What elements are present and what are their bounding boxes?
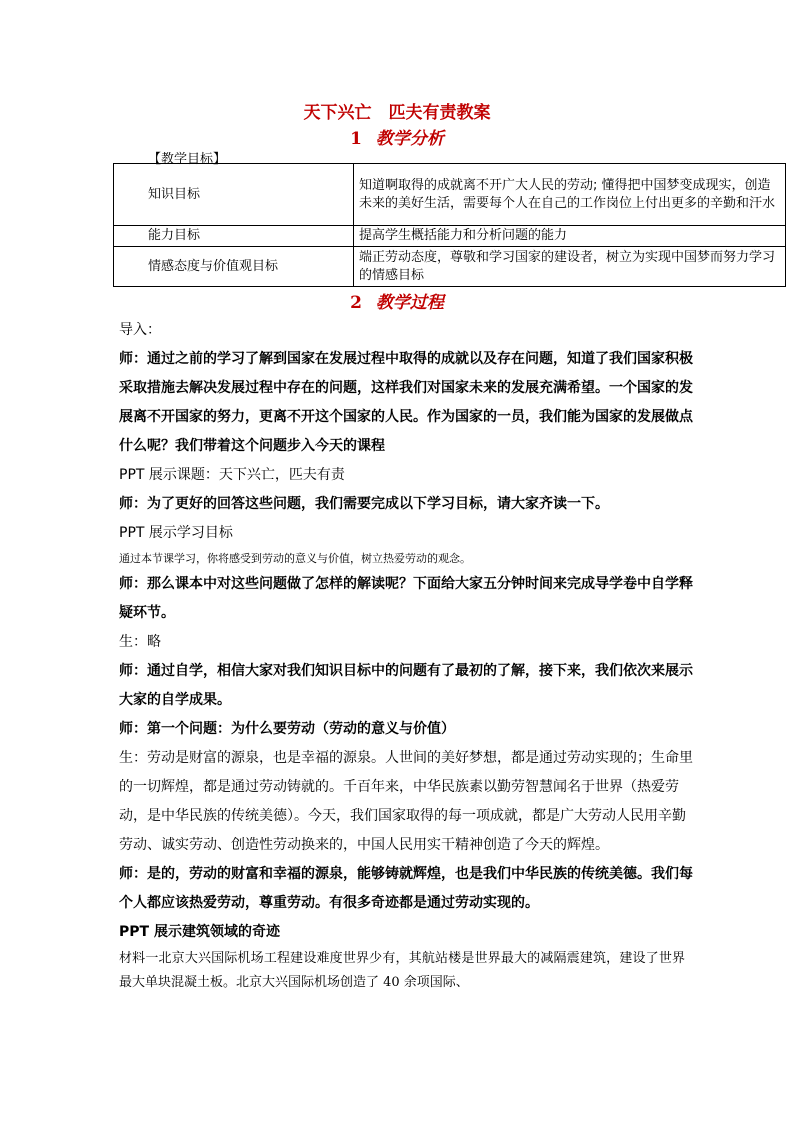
table-row [114,226,786,247]
section-number: 2 [350,293,362,313]
goals-label: 【教学目标】 [148,152,227,167]
paragraph-ppt: PPT 展示建筑领域的奇迹 [119,924,280,940]
section-label: 教学分析 [375,129,444,149]
paragraph-teacher: 师：通过之前的学习了解到国家在发展过程中取得的成就以及存在问题，知道了我们国家积极采取措施去解决发展过程中存在的问题，这样我们对国家未来的发展充满希望。一个国家的发展离不开国家的努力，更离不开这个国家的人民。作为国家的一员，我们能为国家的发展做点什么呢？我们带着这个问题步入今天的课程 [119,351,693,454]
section-heading-analysis [0,124,794,149]
paragraph-teacher: 师：通过自学，相信大家对我们知识目标中的问题有了最初的了解，接下来，我们依次来展示大家的自学成果。 [119,663,693,708]
goal-value: 端正劳动态度，尊敬和学习国家的建设者，树立为实现中国梦而努力学习的情感目标 [354,247,786,287]
table-row [114,247,786,287]
section-label: 教学过程 [375,293,444,313]
paragraph-student: 生：略 [119,634,161,650]
goal-key: 情感态度与价值观目标 [114,247,354,287]
paragraph-teacher: 师：为了更好的回答这些问题，我们需要完成以下学习目标，请大家齐读一下。 [119,496,609,512]
section-number: 1 [350,129,362,149]
paragraph-teacher: 师：是的，劳动的财富和幸福的源泉，能够铸就辉煌，也是我们中华民族的传统美德。我们每个人都应该热爱劳动，尊重劳动。有很多奇迹都是通过劳动实现的。 [119,866,693,911]
document-title: 天下兴亡 匹夫有责教案 [303,103,491,123]
goal-key: 知识目标 [114,164,354,226]
section-heading-process [0,288,794,313]
paragraph-student: 生：劳动是财富的源泉，也是幸福的源泉。人世间的美好梦想，都是通过劳动实现的；生命里的一切辉煌，都是通过劳动铸就的。千百年来，中华民族素以勤劳智慧闻名于世界（热爱劳动，是中华民族的传统美德）。今天，我们国家取得的每一项成就，都是广大劳动人民用辛勤劳动、诚实劳动、创造性劳动换来的，中国人民用实干精神创造了今天的辉煌。 [119,750,693,853]
paragraph-teacher: 师：第一个问题：为什么要劳动（劳动的意义与价值） [119,721,455,737]
goal-value: 知道啊取得的成就离不开广大人民的劳动; 懂得把中国梦变成现实，创造未来的美好生活，需要每个人在自己的工作岗位上付出更多的辛勤和汗水 [354,164,786,226]
goal-key: 能力目标 [114,226,354,247]
goals-table [113,163,786,287]
table-row [114,164,786,226]
paragraph-intro: 导入： [119,322,161,338]
lesson-body [119,316,699,995]
paragraph-objective: 通过本节课学习，你将感受到劳动的意义与价值，树立热爱劳动的观念。 [119,552,471,565]
paragraph-ppt: PPT 展示课题：天下兴亡，匹夫有责 [119,467,345,483]
paragraph-ppt: PPT 展示学习目标 [119,525,233,541]
goal-value: 提高学生概括能力和分析问题的能力 [354,226,786,247]
paragraph-teacher: 师：那么课本中对这些问题做了怎样的解读呢？下面给大家五分钟时间来完成导学卷中自学释疑环节。 [119,576,693,621]
paragraph-material: 材料一北京大兴国际机场工程建设难度世界少有，其航站楼是世界最大的减隔震建筑，建设了世界最大单块混凝土板。北京大兴国际机场创造了 40 余项国际、 [119,951,685,990]
